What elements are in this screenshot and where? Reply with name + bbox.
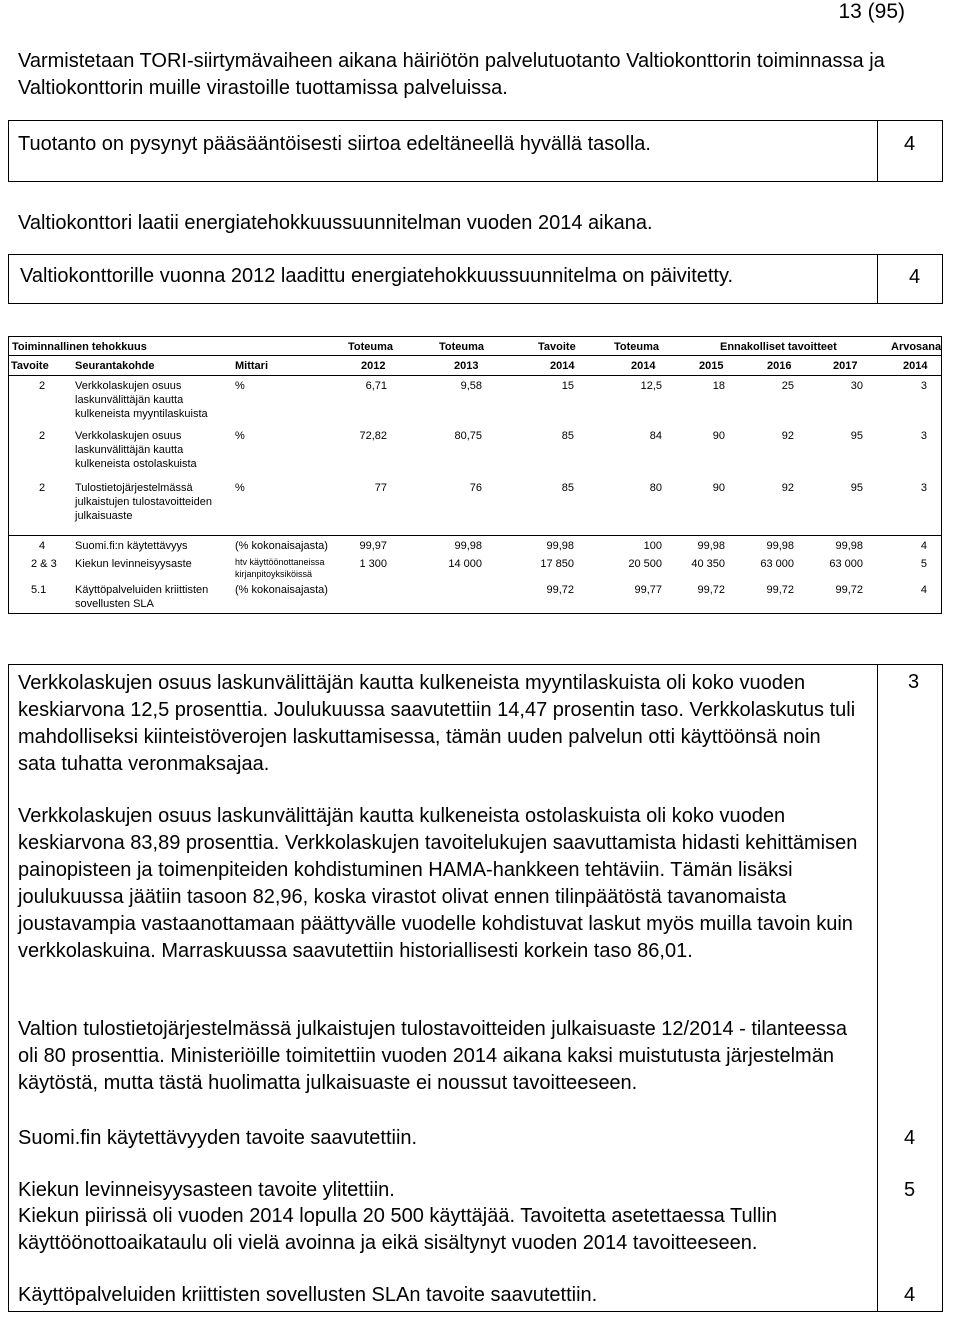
table-row <box>8 580 942 614</box>
row-arvosana: 4 <box>920 540 927 552</box>
sales-invoice-rating: 3 <box>908 671 920 693</box>
row-value: 25 <box>781 380 794 392</box>
row-arvosana: 3 <box>920 380 927 392</box>
row-arvosana: 3 <box>920 482 927 494</box>
page-number: 13 (95) <box>838 0 905 23</box>
energy-rating: 4 <box>909 266 921 288</box>
row-arvosana: 5 <box>920 558 927 570</box>
row-value: 18 <box>712 380 725 392</box>
table-row <box>8 426 942 478</box>
row-value: 72,82 <box>359 430 387 442</box>
production-result-text: Tuotanto on pysynyt pääsääntöisesti siirtoa edeltäneellä hyvällä tasolla. <box>18 133 651 155</box>
kieku-paragraph-2: Kiekun piirissä oli vuoden 2014 lopulla 20 500 käyttäjää. Tavoitetta asetettaessa Tullin käyttöönottoaikataulu oli vielä avoinna ja eikä sisältynyt vuoden 2014 tavoitteeseen. <box>18 1205 778 1254</box>
suomi-fi-rating: 4 <box>904 1127 916 1149</box>
row-value: 92 <box>781 430 794 442</box>
row-value: 92 <box>781 482 794 494</box>
table-header-row-1 <box>8 336 942 356</box>
row-value: 80 <box>649 482 662 494</box>
energy-result-text: Valtiokonttorille vuonna 2012 laadittu energiatehokkuussuunnitelma on päivitetty. <box>20 265 734 287</box>
table-row <box>8 478 942 536</box>
header-year: 2015 <box>699 360 724 372</box>
row-value: 40 350 <box>691 558 725 570</box>
kieku-paragraph-1: Kiekun levinneisyysasteen tavoite ylitettiin. <box>18 1179 395 1201</box>
header-arvosana: Arvosana <box>891 341 942 353</box>
row-value: 90 <box>712 482 725 494</box>
row-value: 95 <box>850 482 863 494</box>
row-value: 30 <box>850 380 863 392</box>
row-value: 20 500 <box>628 558 662 570</box>
header-year: 2016 <box>767 360 792 372</box>
row-value: 80,75 <box>454 430 482 442</box>
sla-rating: 4 <box>904 1284 916 1306</box>
header-tavoite-2014: Tavoite <box>538 341 576 353</box>
header-toteuma-2014: Toteuma <box>614 341 660 353</box>
table-row <box>8 536 942 554</box>
performance-goals-paragraph: Valtion tulostietojärjestelmässä julkaistujen tulostavoitteiden julkaisuaste 12/2014 - tilanteessa oli 80 prosenttia. Ministeriöille toimitettiin vuoden 2014 aikana kaksi muistutusta järjestelmän käytöstä, mutta tästä huolimatta julkaisuaste ei noussut tavoitteeseen. <box>18 1018 847 1094</box>
row-value: 99,98 <box>546 540 574 552</box>
header-year: 2017 <box>833 360 858 372</box>
row-mittari: % <box>235 430 245 442</box>
row-tavoite: 4 <box>39 540 46 552</box>
header-year: 2013 <box>454 360 479 372</box>
header-year: 2014 <box>631 360 656 372</box>
row-mittari: (% kokonaisajasta) <box>235 584 328 596</box>
header-year: 2012 <box>361 360 386 372</box>
header-mittari: Mittari <box>235 360 268 372</box>
operational-efficiency-table <box>8 336 942 626</box>
row-mittari: (% kokonaisajasta) <box>235 540 328 552</box>
row-value: 99,72 <box>835 584 863 596</box>
row-value: 12,5 <box>640 380 662 392</box>
row-mittari: % <box>235 482 245 494</box>
row-tavoite: 5.1 <box>31 584 47 596</box>
row-seurantakohde: Kiekun levinneisyysaste <box>75 558 192 570</box>
rating-divider <box>877 254 878 304</box>
row-value: 1 300 <box>359 558 387 570</box>
row-value: 6,71 <box>365 380 387 392</box>
row-value: 85 <box>561 430 574 442</box>
table-header-row-2 <box>8 356 942 376</box>
row-value: 99,98 <box>835 540 863 552</box>
row-value: 99,72 <box>546 584 574 596</box>
row-value: 76 <box>469 482 482 494</box>
row-mittari: % <box>235 380 245 392</box>
row-arvosana: 3 <box>920 430 927 442</box>
row-value: 63 000 <box>760 558 794 570</box>
header-tavoite: Tavoite <box>11 360 49 372</box>
table-row <box>8 554 942 580</box>
row-arvosana: 4 <box>920 584 927 596</box>
production-rating: 4 <box>904 133 916 155</box>
rating-divider <box>877 664 878 1312</box>
header-year: 2014 <box>903 360 928 372</box>
row-value: 100 <box>643 540 662 552</box>
header-toteuma-2013: Toteuma <box>439 341 485 353</box>
row-seurantakohde: Verkkolaskujen osuus laskunvälittäjän kautta kulkeneista myyntilaskuista <box>75 380 208 420</box>
row-value: 95 <box>850 430 863 442</box>
row-value: 77 <box>374 482 387 494</box>
intro-paragraph: Varmistetaan TORI-siirtymävaiheen aikana häiriötön palvelutuotanto Valtiokonttorin toiminnassa ja Valtiokonttorin muille virastoille tuottamissa palveluissa. <box>18 50 885 99</box>
row-value: 99,98 <box>454 540 482 552</box>
row-seurantakohde: Tulostietojärjestelmässä julkaistujen tulostavoitteiden julkaisuaste <box>75 482 212 522</box>
header-toiminnallinen: Toiminnallinen tehokkuus <box>12 341 147 353</box>
table-row <box>8 376 942 426</box>
row-value: 99,72 <box>697 584 725 596</box>
header-ennakolliset: Ennakolliset tavoitteet <box>720 341 837 353</box>
energy-goal-text: Valtiokonttori laatii energiatehokkuussuunnitelman vuoden 2014 aikana. <box>18 212 653 234</box>
suomi-fi-paragraph: Suomi.fin käytettävyyden tavoite saavutettiin. <box>18 1127 418 1149</box>
row-value: 17 850 <box>540 558 574 570</box>
header-year: 2014 <box>550 360 575 372</box>
row-tavoite: 2 & 3 <box>31 558 57 570</box>
row-tavoite: 2 <box>39 430 46 442</box>
row-value: 63 000 <box>829 558 863 570</box>
kieku-rating: 5 <box>904 1179 916 1201</box>
row-seurantakohde: Suomi.fi:n käytettävyys <box>75 540 188 552</box>
row-value: 99,98 <box>766 540 794 552</box>
header-seurantakohde: Seurantakohde <box>75 360 155 372</box>
header-toteuma-2012: Toteuma <box>348 341 394 353</box>
row-tavoite: 2 <box>39 380 46 392</box>
rating-divider <box>877 120 878 182</box>
row-value: 15 <box>561 380 574 392</box>
row-seurantakohde: Käyttöpalveluiden kriittisten sovellusten SLA <box>75 584 209 610</box>
row-value: 9,58 <box>460 380 482 392</box>
row-value: 99,77 <box>634 584 662 596</box>
purchase-invoice-paragraph: Verkkolaskujen osuus laskunvälittäjän kautta kulkeneista ostolaskuista oli koko vuoden keskiarvona 83,89 prosenttia. Verkkolaskujen tavoitelukujen saavuttamista hidasti kehittämisen painopisteen ja toimenpiteiden kohdistuminen HAMA-hankkeen tehtäviin. Tämän lisäksi joulukuussa jäätiin tasoon 82,96, koska virastot olivat ennen tilinpäätöstä tavanomaista joustavampia vastaanottamaan päättyvälle vuodelle kohdistuvat laskut myös muilla tavoin kuin verkkolaskuina. Marraskuussa saavutettiin historiallisesti korkein taso 86,01. <box>18 805 858 962</box>
sla-paragraph: Käyttöpalveluiden kriittisten sovellusten SLAn tavoite saavutettiin. <box>18 1284 598 1306</box>
row-value: 14 000 <box>448 558 482 570</box>
row-mittari: htv käyttöönottaneissa kirjanpitoyksiköissä <box>235 557 325 579</box>
sales-invoice-paragraph: Verkkolaskujen osuus laskunvälittäjän kautta kulkeneista myyntilaskuista oli koko vuoden keskiarvona 12,5 prosenttia. Joulukuussa saavutettiin 14,47 prosentin taso. Verkkolaskutus tuli mahdolliseksi kiinteistöverojen laskuttamisessa, tämän uuden palvelun otti käyttöönsä noin sata tuhatta veronmaksajaa. <box>18 672 856 775</box>
row-value: 90 <box>712 430 725 442</box>
row-value: 99,97 <box>359 540 387 552</box>
row-value: 85 <box>561 482 574 494</box>
row-seurantakohde: Verkkolaskujen osuus laskunvälittäjän kautta kulkeneista ostolaskuista <box>75 430 197 470</box>
row-value: 99,98 <box>697 540 725 552</box>
row-value: 99,72 <box>766 584 794 596</box>
row-tavoite: 2 <box>39 482 46 494</box>
row-value: 84 <box>649 430 662 442</box>
